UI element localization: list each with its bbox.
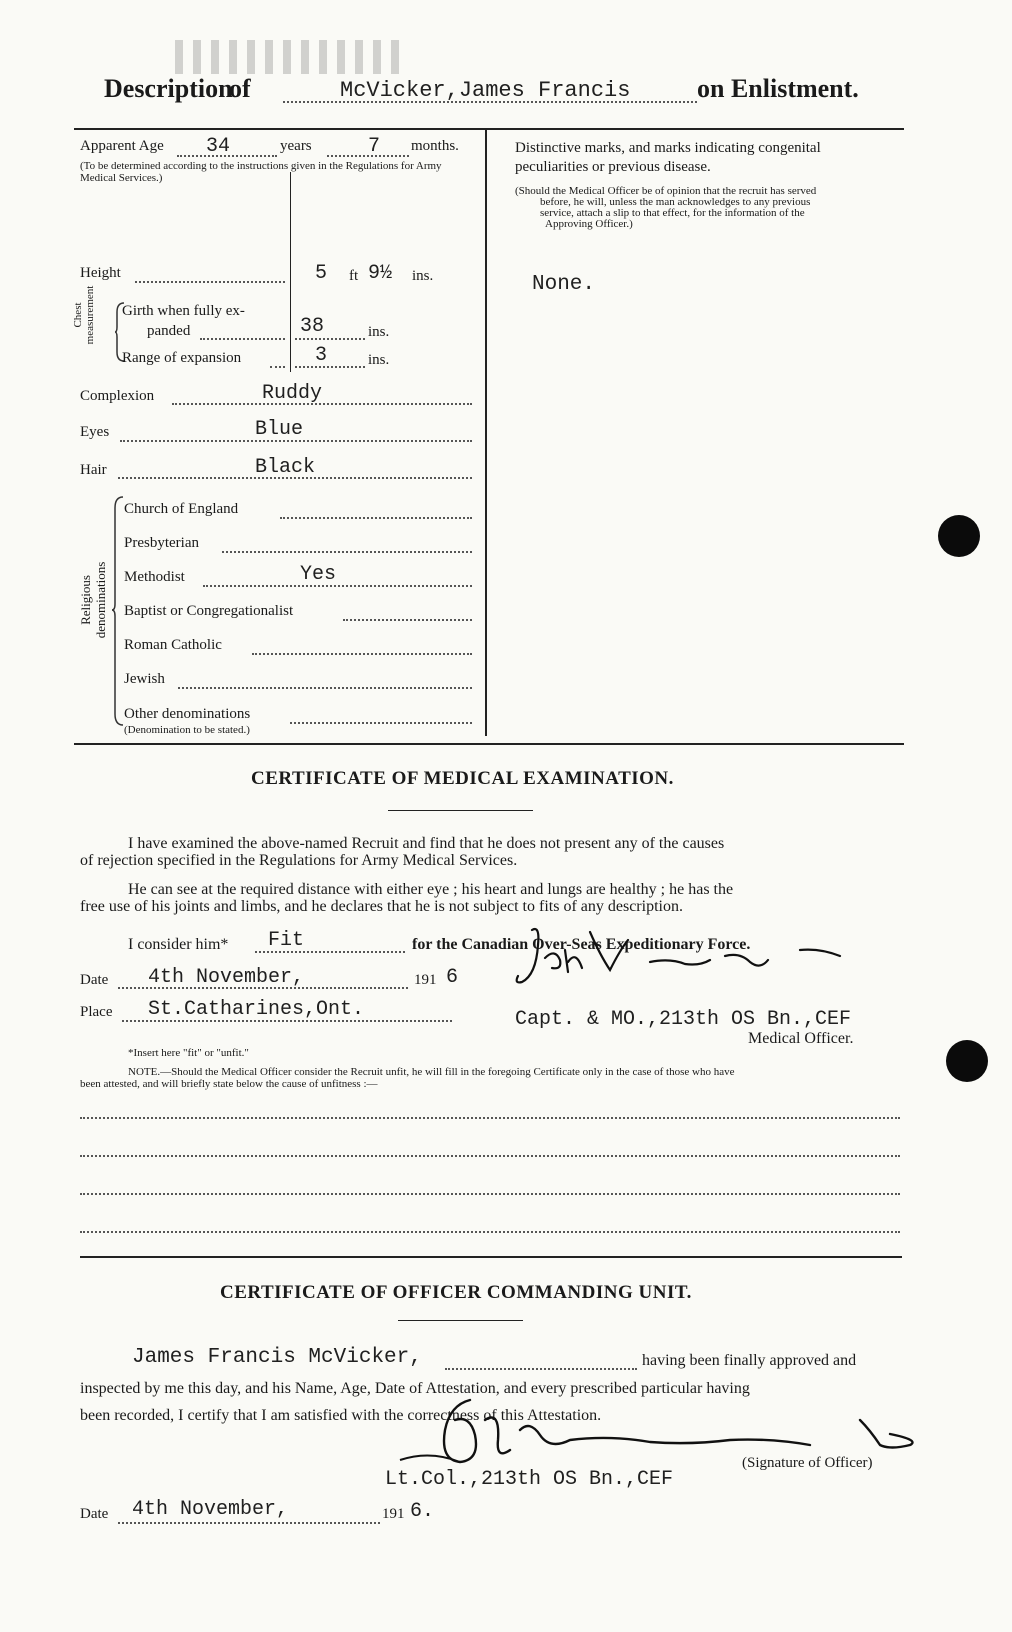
years-label: years xyxy=(280,138,312,154)
place-label: Place xyxy=(80,1004,113,1020)
medical-date-value: 4th November, xyxy=(148,966,305,989)
commanding-year-prefix: 191 xyxy=(382,1506,405,1522)
marks-note-1: (Should the Medical Officer be of opinion that the recruit has served xyxy=(515,185,817,197)
distinctive-marks-title-1: Distinctive marks, and marks indicating congenital xyxy=(515,140,821,156)
apparent-age-label: Apparent Age xyxy=(80,138,164,154)
religion-roman-catholic-label: Roman Catholic xyxy=(124,637,222,653)
place-value: St.Catharines,Ont. xyxy=(148,998,365,1021)
distinctive-marks-value: None. xyxy=(532,273,596,296)
religion-presbyterian-label: Presbyterian xyxy=(124,535,199,551)
commanding-name-value: James Francis McVicker, xyxy=(132,1346,422,1369)
commanding-line1-rest: having been finally approved and xyxy=(642,1352,857,1369)
header-description: Description xyxy=(104,74,233,103)
unfit-line-3 xyxy=(80,1193,900,1195)
age-months-value: 7 xyxy=(368,135,381,158)
recruit-name: McVicker,James Francis xyxy=(340,78,631,103)
girth-ins-label: ins. xyxy=(368,324,390,340)
months-label: months. xyxy=(411,138,459,154)
religion-baptist-label: Baptist or Congregationalist xyxy=(124,603,294,619)
commanding-certificate-title: CERTIFICATE OF OFFICER COMMANDING UNIT. xyxy=(220,1282,692,1303)
insert-note: *Insert here "fit" or "unfit." xyxy=(128,1047,249,1059)
age-note: (To be determined according to the instructions given in the Regulations for Army Medical Services.) xyxy=(80,160,442,184)
medical-year-prefix: 191 xyxy=(414,972,437,988)
header-of: of xyxy=(229,74,251,103)
religion-other-label: Other denominations xyxy=(124,706,251,722)
hair-value: Black xyxy=(255,456,316,479)
medical-para1-line2: of rejection specified in the Regulations for Army Medical Services. xyxy=(80,852,518,869)
unfit-note-1: NOTE.—Should the Medical Officer consider the Recruit unfit, he will fill in the foregoing Certificate only in the case of those who have xyxy=(128,1066,735,1078)
marks-note-4: Approving Officer.) xyxy=(545,218,633,230)
commanding-date-label: Date xyxy=(80,1506,109,1522)
eyes-value: Blue xyxy=(255,418,304,441)
height-label: Height xyxy=(80,265,121,281)
religion-church-of-england-label: Church of England xyxy=(124,501,239,517)
denomination-note: (Denomination to be stated.) xyxy=(124,724,250,736)
consider-value: Fit xyxy=(268,929,305,952)
complexion-label: Complexion xyxy=(80,388,155,404)
hair-label: Hair xyxy=(80,462,107,478)
unfit-note-2: been attested, and will briefly state below the cause of unfitness :— xyxy=(80,1078,378,1090)
medical-officer-signature xyxy=(510,920,850,990)
force-label: for the Canadian Over-Seas Expeditionary Force. xyxy=(412,936,751,953)
range-ins-label: ins. xyxy=(368,352,390,368)
ins-label: ins. xyxy=(412,268,434,284)
religion-jewish-label: Jewish xyxy=(124,671,165,687)
girth-label-2: panded xyxy=(147,323,191,339)
religion-brace xyxy=(112,496,124,726)
medical-officer-rank: Capt. & MO.,213th OS Bn.,CEF xyxy=(515,1008,852,1031)
commanding-line3: been recorded, I certify that I am satisfied with the correctness of this Attestation. xyxy=(80,1407,602,1424)
consider-label: I consider him* xyxy=(128,936,229,953)
medical-officer-label: Medical Officer. xyxy=(748,1030,854,1047)
height-ft-value: 5 xyxy=(315,262,328,285)
chest-measurement-label: Chest measurement xyxy=(72,285,96,345)
religious-denominations-label: Religious denominations xyxy=(78,561,108,639)
commanding-date-value: 4th November, xyxy=(132,1498,289,1521)
binder-hole-top xyxy=(938,515,980,557)
girth-value: 38 xyxy=(300,315,325,338)
medical-para2-line2: free use of his joints and limbs, and he declares that he is not subject to fits of any description. xyxy=(80,898,683,915)
stamp-mark xyxy=(175,40,405,74)
signature-of-officer-label: (Signature of Officer) xyxy=(742,1455,873,1471)
commanding-line2: inspected by me this day, and his Name, Age, Date of Attestation, and every prescribed particular having xyxy=(80,1380,750,1397)
eyes-label: Eyes xyxy=(80,424,110,440)
unfit-line-4 xyxy=(80,1231,900,1233)
medical-para2-line1: He can see at the required distance with either eye ; his heart and lungs are healthy ; he has the xyxy=(128,881,734,898)
marks-note-3: service, attach a slip to that effect, for the information of the xyxy=(540,207,805,219)
girth-label-1: Girth when fully ex- xyxy=(122,303,245,319)
height-ins-value: 9½ xyxy=(368,262,393,285)
religion-methodist-label: Methodist xyxy=(124,569,185,585)
commanding-year-suffix: 6. xyxy=(410,1500,435,1523)
binder-hole-bottom xyxy=(946,1040,988,1082)
unfit-line-2 xyxy=(80,1155,900,1157)
header-on-enlistment: on Enlistment. xyxy=(697,74,859,103)
unfit-line-1 xyxy=(80,1117,900,1119)
medical-certificate-title: CERTIFICATE OF MEDICAL EXAMINATION. xyxy=(251,768,674,789)
range-value: 3 xyxy=(315,344,328,367)
complexion-value: Ruddy xyxy=(262,382,323,405)
ft-label: ft xyxy=(349,268,359,284)
commanding-officer-rank: Lt.Col.,213th OS Bn.,CEF xyxy=(385,1468,674,1491)
age-years-value: 34 xyxy=(206,135,231,158)
religion-methodist-value: Yes xyxy=(300,563,337,586)
medical-year-suffix: 6 xyxy=(446,966,459,989)
marks-note-2: before, he will, unless the man acknowledges to any previous xyxy=(540,196,811,208)
medical-para1-line1: I have examined the above-named Recruit and find that he does not present any of the causes xyxy=(128,835,725,852)
range-of-expansion-label: Range of expansion xyxy=(122,350,242,366)
medical-date-label: Date xyxy=(80,972,109,988)
distinctive-marks-title-2: peculiarities or previous disease. xyxy=(515,159,711,175)
